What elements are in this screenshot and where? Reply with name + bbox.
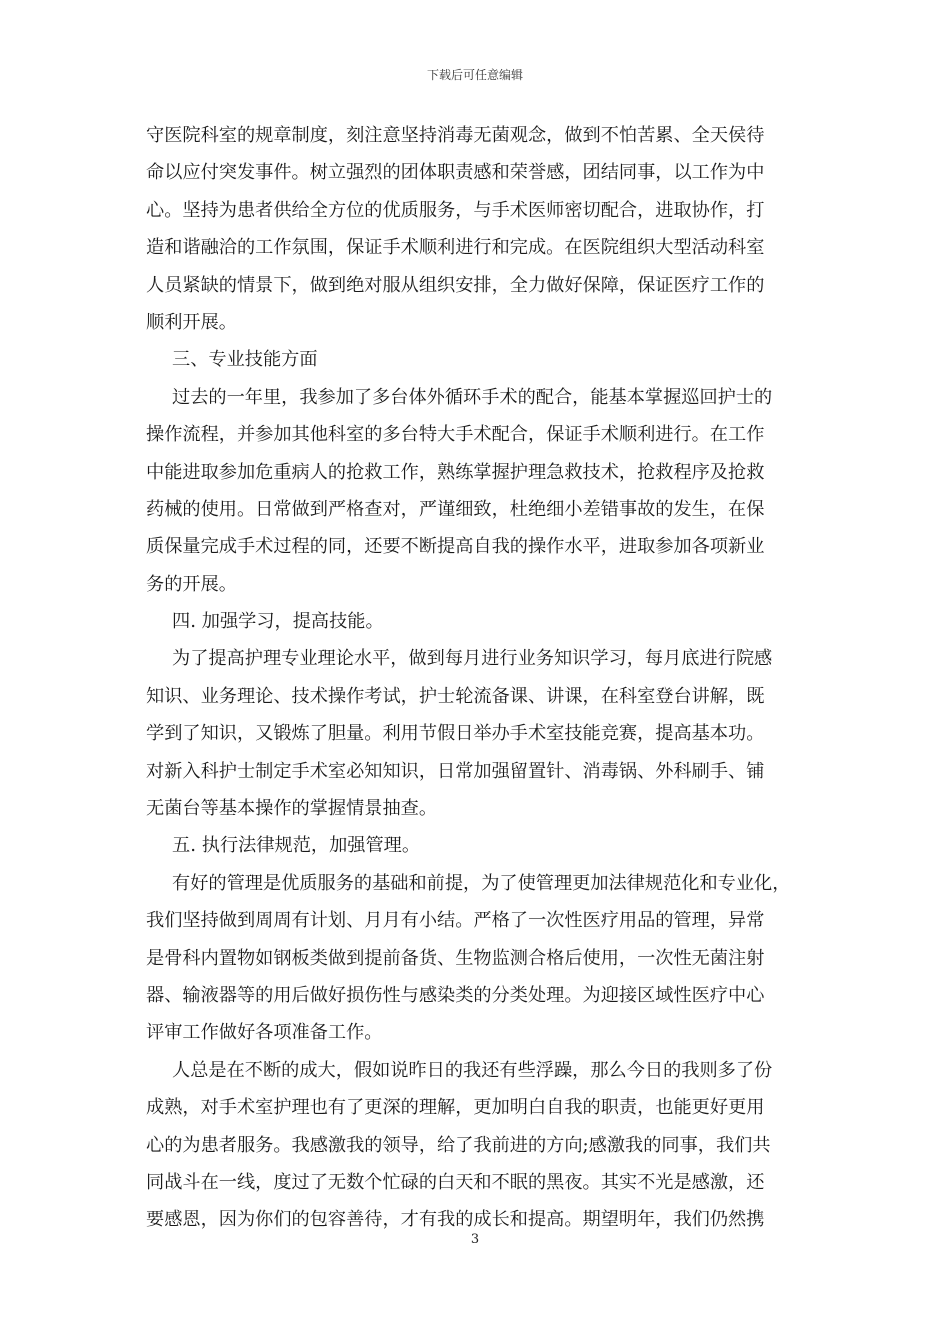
paragraph-first-line: 过去的一年里，我参加了多台体外循环手术的配合，能基本掌握巡回护士的 — [172, 386, 773, 408]
page-number — [0, 1232, 950, 1247]
paragraph-first-line: 三、专业技能方面 — [172, 349, 318, 371]
text-line: 顺利开展。 — [146, 311, 237, 333]
text-line: 成熟，对手术室护理也有了更深的理解，更加明白自我的职责，也能更好更用 — [146, 1097, 765, 1119]
text-line: 无菌台等基本操作的掌握情景抽查。 — [146, 798, 438, 820]
text-line: 中能进取参加危重病人的抢救工作，熟练掌握护理急救技术，抢救程序及抢救 — [146, 461, 765, 483]
text-line: 我们坚持做到周周有计划、月月有小结。严格了一次性医疗用品的管理，异常 — [146, 910, 765, 932]
header-text: 下载后可任意编辑 — [426, 68, 523, 82]
text-line: 心的为患者服务。我感激我的领导，给了我前进的方向;感激我的同事，我们共 — [146, 1134, 771, 1156]
paragraph-first-line: 五. 执行法律规范，加强管理。 — [172, 835, 421, 857]
text-line: 心。坚持为患者供给全方位的优质服务，与手术医师密切配合，进取协作，打 — [146, 199, 765, 221]
paragraph-first-line: 有好的管理是优质服务的基础和前提，为了使管理更加法律规范化和专业化， — [172, 872, 791, 894]
text-line: 同战斗在一线，度过了无数个忙碌的白天和不眠的黑夜。其实不光是感激，还 — [146, 1171, 765, 1193]
text-line: 守医院科室的规章制度，刻注意坚持消毒无菌观念，做到不怕苦累、全天侯待 — [146, 125, 765, 146]
text-line: 是骨科内置物如钢板类做到提前备货、生物监测合格后使用，一次性无菌注射 — [146, 947, 765, 969]
paragraph-first-line: 为了提高护理专业理论水平，做到每月进行业务知识学习，每月底进行院感 — [172, 648, 773, 670]
text-line: 对新入科护士制定手术室必知知识，日常加强留置针、消毒锅、外科刷手、铺 — [146, 760, 765, 782]
text-line: 知识、业务理论、技术操作考试，护士轮流备课、讲课，在科室登台讲解，既 — [146, 685, 765, 707]
paragraph-first-line: 四. 加强学习，提高技能。 — [172, 611, 384, 633]
text-line: 要感恩，因为你们的包容善待，才有我的成长和提高。期望明年，我们仍然携 — [146, 1209, 765, 1231]
text-line: 质保量完成手术过程的同，还要不断提高自我的操作水平，进取参加各项新业 — [146, 536, 765, 558]
paragraph-first-line: 人总是在不断的成大，假如说昨日的我还有些浮躁，那么今日的我则多了份 — [172, 1059, 773, 1081]
page-number-text: 3 — [470, 1232, 480, 1247]
text-line: 评审工作做好各项准备工作。 — [146, 1022, 383, 1044]
text-line: 操作流程，并参加其他科室的多台特大手术配合，保证手术顺利进行。在工作 — [146, 424, 765, 446]
text-line: 学到了知识，又锻炼了胆量。利用节假日举办手术室技能竞赛，提高基本功。 — [146, 723, 765, 745]
text-line: 人员紧缺的情景下，做到绝对服从组织安排，全力做好保障，保证医疗工作的 — [146, 274, 765, 296]
text-line: 造和谐融洽的工作氛围，保证手术顺利进行和完成。在医院组织大型活动科室 — [146, 237, 765, 259]
text-line: 务的开展。 — [146, 573, 237, 595]
page-header — [0, 66, 950, 83]
document-body — [146, 117, 806, 1239]
text-line: 药械的使用。日常做到严格查对，严谨细致，杜绝细小差错事故的发生，在保 — [146, 498, 765, 520]
text-line: 命以应付突发事件。树立强烈的团体职责感和荣誉感，团结同事，以工作为中 — [146, 162, 765, 184]
text-line: 器、输液器等的用后做好损伤性与感染类的分类处理。为迎接区域性医疗中心 — [146, 984, 765, 1006]
